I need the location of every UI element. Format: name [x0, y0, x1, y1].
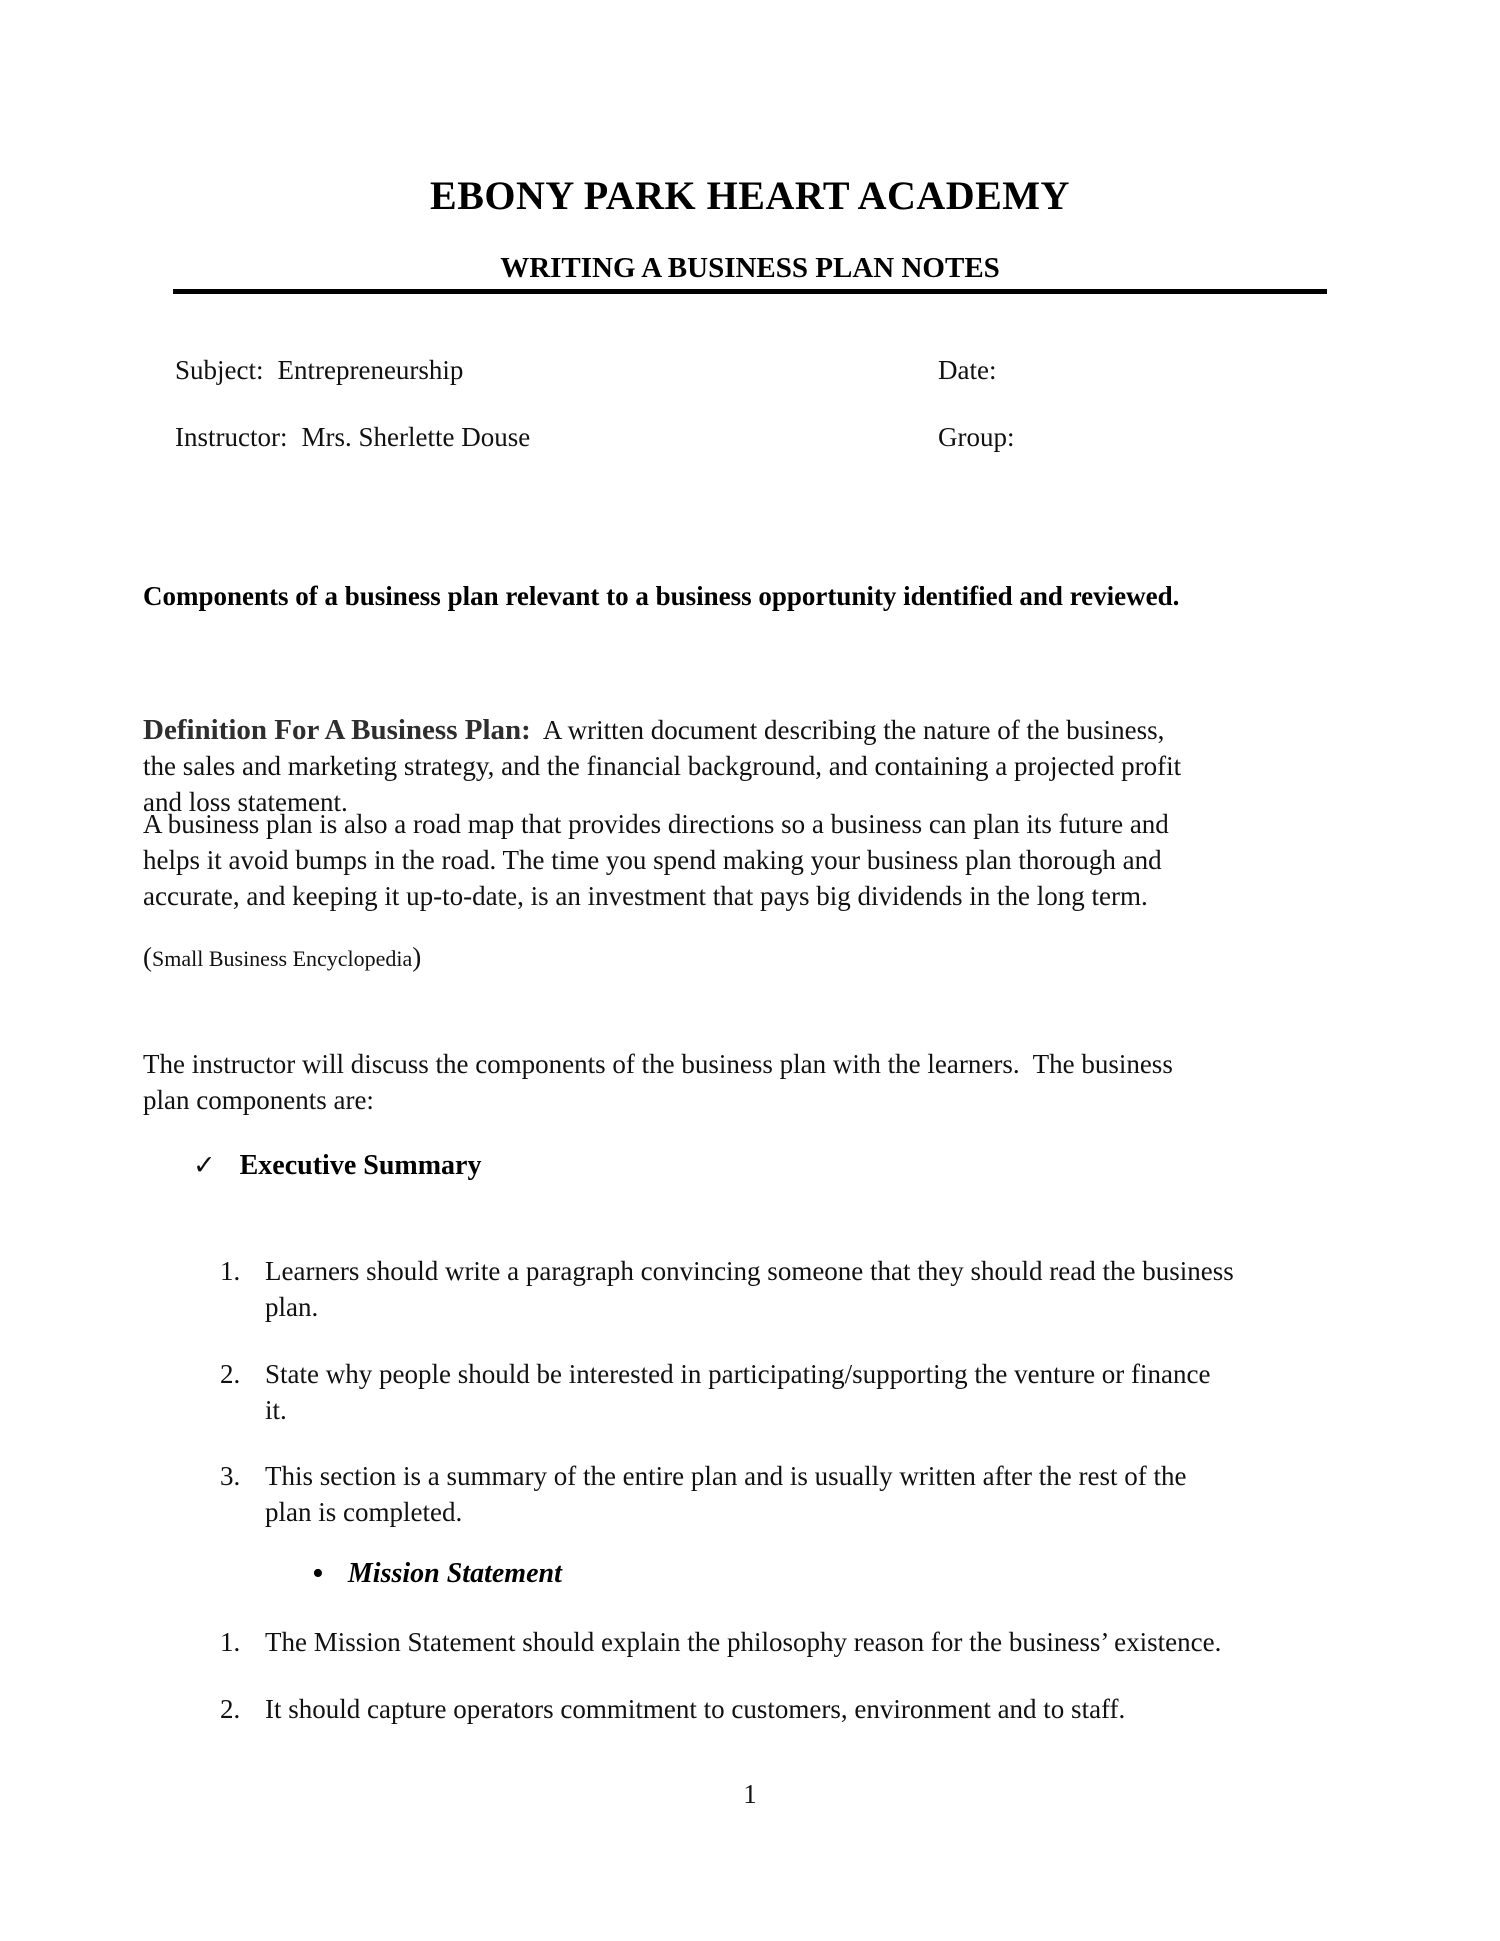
item-number: 2. — [220, 1359, 241, 1389]
group-label: Group: — [938, 422, 1015, 452]
bullet-dot-icon: • — [312, 1555, 324, 1592]
mission-statement-bullet — [312, 1556, 562, 1592]
instructor-row — [175, 419, 530, 455]
instructor-label: Instructor: — [175, 422, 288, 452]
exec-list-item — [220, 1458, 1400, 1530]
subject-label: Subject: — [175, 355, 264, 385]
mission-list-item — [220, 1624, 1400, 1660]
item-number: 2. — [220, 1694, 241, 1724]
title-divider — [173, 289, 1327, 294]
components-heading: Components of a business plan relevant to a business opportunity identified and reviewed. — [143, 581, 1180, 611]
document-title: EBONY PARK HEART ACADEMY — [430, 173, 1070, 218]
definition-paragraph — [143, 676, 1433, 820]
item-text: This section is a summary of the entire plan and is usually written after the rest of the plan is completed. — [265, 1461, 1187, 1527]
group-row — [938, 419, 1015, 455]
exec-list-item — [220, 1356, 1400, 1428]
source-close-paren: ) — [412, 942, 422, 972]
date-row — [938, 352, 996, 388]
item-text: The Mission Statement should explain the philosophy reason for the business’ existence. — [265, 1627, 1222, 1657]
item-number: 1. — [220, 1256, 241, 1286]
mission-list-item — [220, 1691, 1400, 1727]
source-text: Small Business Encyclopedia — [152, 946, 413, 971]
discuss-paragraph: The instructor will discuss the components of the business plan with the learners. The business plan components are: — [143, 1049, 1173, 1115]
definition-text: A written document describing the nature of the business, the sales and marketing strategy, and the financial background, and containing a projected profit and loss statement. — [143, 715, 1182, 817]
document-subtitle: WRITING A BUSINESS PLAN NOTES — [500, 252, 1000, 284]
item-text: Learners should write a paragraph convincing someone that they should read the business plan. — [265, 1256, 1234, 1322]
item-text: It should capture operators commitment to customers, environment and to staff. — [265, 1694, 1126, 1724]
mission-statement-label: Mission Statement — [347, 1558, 562, 1589]
item-number: 3. — [220, 1461, 241, 1491]
source-citation — [143, 940, 421, 976]
roadmap-paragraph: A business plan is also a road map that provides directions so a business can plan its future and helps it avoid bumps in the road. The time you spend making your business plan thorough and accurate, and keeping it up-to-date, is an investment that pays big dividends in the long term. — [143, 809, 1169, 911]
checkmark-icon: ✓ — [193, 1150, 216, 1181]
subject-value: Entrepreneurship — [277, 355, 464, 385]
item-text: State why people should be interested in participating/supporting the venture or finance it. — [265, 1359, 1211, 1425]
instructor-value: Mrs. Sherlette Douse — [301, 422, 531, 452]
date-label: Date: — [938, 355, 997, 385]
page-number: 1 — [743, 1779, 757, 1809]
subject-row — [175, 352, 463, 388]
source-open-paren: ( — [143, 942, 152, 972]
executive-summary-label: Executive Summary — [239, 1150, 482, 1181]
item-number: 1. — [220, 1627, 241, 1657]
definition-label: Definition For A Business Plan: — [143, 714, 531, 746]
exec-list-item — [220, 1253, 1400, 1325]
executive-summary-bullet — [193, 1148, 481, 1184]
